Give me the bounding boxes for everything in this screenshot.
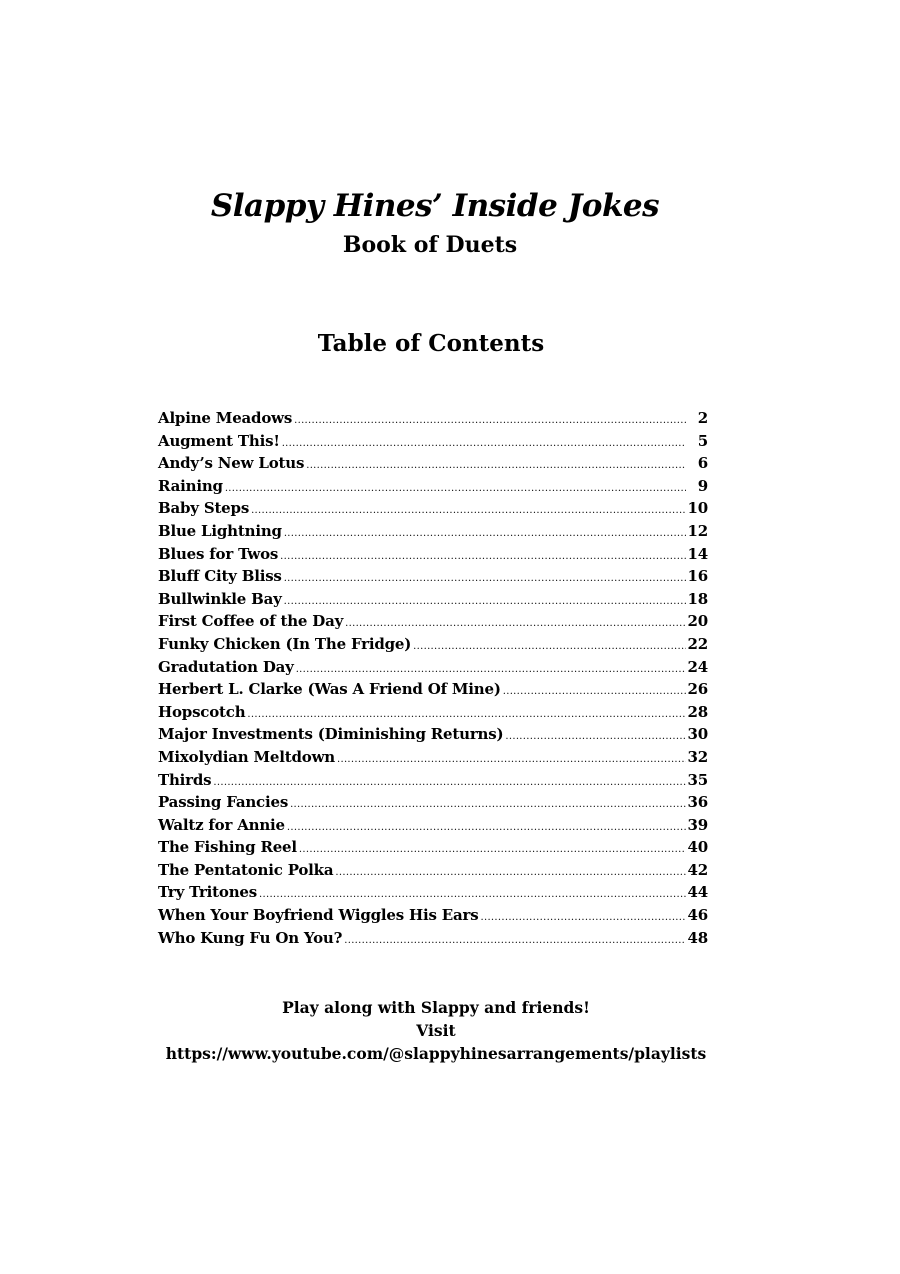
toc-entry-title: Herbert L. Clarke (Was A Friend Of Mine) [158, 680, 501, 699]
toc-entry-title: Gradutation Day [158, 657, 294, 676]
toc-dot-leader [306, 455, 686, 478]
toc-entry [158, 836, 708, 859]
toc-entry-page-number: 16 [687, 567, 708, 586]
toc-entry-title: Funky Chicken (In The Fridge) [158, 634, 412, 653]
toc-entry [158, 791, 708, 814]
toc-dot-leader [337, 749, 686, 772]
toc-dot-leader [335, 862, 685, 885]
toc-heading: Table of Contents [317, 330, 545, 357]
toc-entry-page-number: 2 [697, 409, 708, 427]
toc-entry [158, 633, 708, 656]
toc-dot-leader [280, 546, 685, 569]
toc-entry-page-number: 26 [687, 680, 708, 699]
toc-dot-leader [344, 930, 685, 953]
toc-dot-leader [413, 636, 685, 659]
toc-dot-leader [503, 681, 686, 704]
toc-dot-leader [284, 523, 686, 546]
toc-entry-page-number: 6 [697, 454, 708, 473]
toc-entry-page-number: 28 [687, 702, 708, 721]
toc-entry [158, 881, 708, 904]
footer-play-along-text: Play along with Slappy and friends! [282, 998, 590, 1017]
toc-entry [158, 543, 708, 566]
toc-entry-title: Passing Fancies [158, 793, 289, 812]
toc-entry-title: Thirds [158, 770, 212, 789]
toc-entry [158, 497, 708, 520]
toc-entry-title: Blue Lightning [158, 521, 282, 540]
toc-entry-page-number: 22 [687, 634, 708, 653]
book-subtitle: Book of Duets [342, 232, 518, 258]
toc-entry-title: Major Investments (Diminishing Returns) [158, 725, 504, 744]
youtube-playlist-link[interactable]: https://www.youtube.com/@slappyhinesarrangements/playlists [165, 1044, 707, 1063]
toc-entry-title: Bullwinkle Bay [158, 589, 282, 608]
toc-dot-leader [284, 591, 686, 614]
toc-entry [158, 565, 708, 588]
toc-entry-page-number: 35 [687, 770, 708, 789]
toc-entry-title: Who Kung Fu On You? [158, 928, 343, 947]
toc-entry [158, 656, 708, 679]
toc-entry-title: When Your Boyfriend Wiggles His Ears [158, 906, 479, 925]
toc-entry-page-number: 48 [687, 928, 708, 947]
toc-entry [158, 927, 708, 950]
toc-dot-leader [284, 568, 686, 591]
toc-entry [158, 678, 708, 701]
toc-entry-title: Try Tritones [158, 883, 258, 902]
toc-entry-page-number: 40 [687, 838, 708, 857]
toc-entry-title: The Fishing Reel [158, 838, 297, 857]
toc-entry [158, 475, 708, 498]
toc-entry-page-number: 36 [687, 793, 708, 812]
toc-dot-leader [251, 500, 685, 523]
toc-dot-leader [287, 817, 686, 840]
toc-entry-page-number: 39 [687, 815, 708, 834]
toc-entry-page-number: 14 [687, 544, 708, 563]
toc-entry-title: Raining [158, 476, 223, 495]
toc-dot-leader [505, 726, 685, 749]
toc-entry-title: Mixolydian Meltdown [158, 747, 335, 766]
toc-entry-title: Waltz for Annie [158, 815, 285, 834]
toc-entry [158, 452, 708, 475]
toc-entry [158, 610, 708, 633]
toc-entry-page-number: 10 [687, 499, 708, 518]
toc-entry-title: Blues for Twos [158, 544, 279, 563]
toc-entry [158, 859, 708, 882]
toc-entry-title: First Coffee of the Day [158, 612, 344, 631]
toc-entry [158, 407, 708, 430]
toc-entry [158, 723, 708, 746]
toc-entry-page-number: 44 [687, 883, 708, 902]
toc-entry-title: Andy’s New Lotus [158, 454, 305, 473]
toc-dot-leader [294, 410, 686, 433]
toc-entry-page-number: 32 [687, 747, 708, 766]
toc-entry-title: Bluff City Bliss [158, 567, 282, 586]
toc-entry-title: The Pentatonic Polka [158, 860, 334, 879]
toc-entry-page-number: 18 [687, 589, 708, 608]
toc-dot-leader [282, 433, 686, 456]
toc-entry-page-number: 9 [697, 476, 708, 495]
footer [0, 996, 872, 1065]
toc-entry-page-number: 5 [697, 431, 708, 450]
toc-entry-page-number: 46 [687, 906, 708, 925]
toc-entry-page-number: 30 [687, 725, 708, 744]
toc-entry-page-number: 24 [687, 657, 708, 676]
toc-dot-leader [225, 478, 686, 501]
book-title: Slappy Hines’ Inside Jokes [210, 188, 660, 224]
table-of-contents [158, 407, 708, 949]
toc-dot-leader [299, 839, 686, 862]
toc-entry [158, 701, 708, 724]
toc-entry-title: Augment This! [158, 431, 280, 450]
toc-entry [158, 814, 708, 837]
footer-visit-text: Visit [416, 1021, 456, 1040]
toc-entry-title: Alpine Meadows [158, 409, 293, 427]
toc-entry [158, 520, 708, 543]
toc-entry-page-number: 12 [687, 521, 708, 540]
toc-dot-leader [480, 907, 685, 930]
toc-entry [158, 746, 708, 769]
toc-entry-title: Hopscotch [158, 702, 246, 721]
toc-entry [158, 588, 708, 611]
toc-entry-page-number: 42 [687, 860, 708, 879]
toc-entry [158, 904, 708, 927]
toc-entry [158, 430, 708, 453]
toc-dot-leader [290, 794, 685, 817]
toc-entry-title: Baby Steps [158, 499, 250, 518]
toc-entry [158, 769, 708, 792]
toc-entry-page-number: 20 [687, 612, 708, 631]
